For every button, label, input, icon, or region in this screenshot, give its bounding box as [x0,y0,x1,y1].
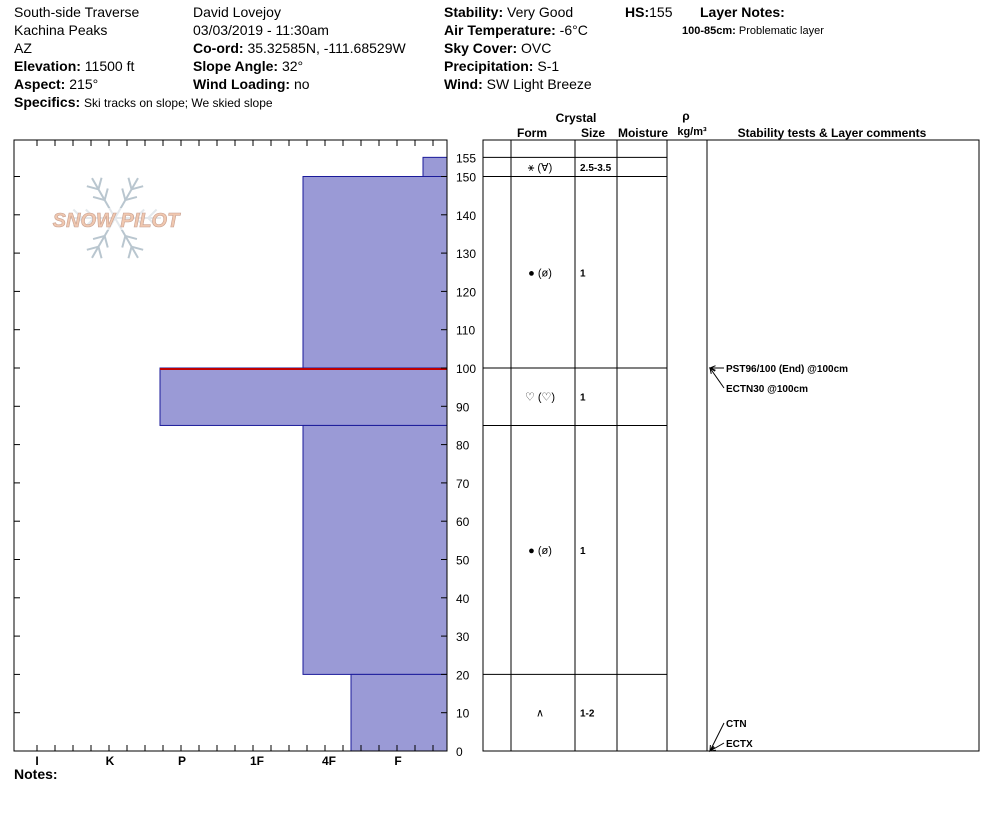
height-tick-label: 70 [456,476,470,491]
logo-flake-branch [122,188,125,200]
height-tick-label: 110 [456,323,476,338]
state-name: AZ [14,40,32,56]
location-name: South-side Traverse [14,4,140,20]
height-tick-label: 155 [456,151,477,166]
hardness-layer-bar [303,177,447,369]
slope-value: 32° [281,58,304,74]
hardness-tick-label: K [105,754,115,768]
elevation-value: 11500 ft [84,58,135,74]
stability-test-label: CTN [726,719,747,730]
crystal-form-symbol: ● (ø) [528,267,552,280]
wind-loading-label: Wind Loading: [193,76,291,92]
wind-value: SW Light Breeze [486,76,592,92]
logo-flake-branch [128,178,131,190]
logo-flake-branch [98,178,101,190]
hardness-tick-label: 1F [249,754,265,768]
height-tick-label: 120 [456,285,477,300]
density-symbol-header: ρ [682,109,690,123]
moisture-header: Moisture [617,126,669,140]
layer-notes-label: Layer Notes: [700,4,785,20]
logo-flake-branch [105,236,108,248]
crystal-form-symbol: ∧ [535,707,545,720]
crystal-form-symbol: ♡ (♡) [524,391,556,404]
height-tick-label: 130 [456,247,477,262]
air-temp-label: Air Temperature: [444,22,556,38]
observation-datetime: 03/03/2019 - 11:30am [193,22,329,38]
height-tick-label: 140 [456,208,477,223]
aspect-label: Aspect: [14,76,66,92]
height-tick-label: 100 [456,362,477,376]
logo-flake-branch [105,188,108,200]
logo-flake-branch [98,247,101,259]
hardness-layer-bar [160,368,447,425]
size-header: Size [580,126,606,140]
crystal-size-value: 1 [580,268,586,280]
coord-value: 35.32585N, -111.68529W [247,40,406,56]
layer-table-frame [483,140,979,751]
aspect-value: 215° [69,76,99,92]
air-temp-value: -6°C [559,22,588,38]
hs-label: HS: [625,4,650,20]
wind-loading-value: no [293,76,310,92]
hardness-layer-bar [423,157,447,176]
logo-text: SNOW PILOT [52,210,180,232]
stability-value: Very Good [507,4,574,20]
stability-test-label: ECTX [726,739,753,750]
form-header: Form [517,126,547,140]
stability-test-label: PST96/100 (End) @100cm [726,364,849,375]
slope-label: Slope Angle: [193,58,279,74]
hardness-layer-bar [303,425,447,674]
height-tick-label: 0 [456,745,463,759]
comments-header: Stability tests & Layer comments [737,126,927,140]
layer-note-range: 100-85cm: [682,25,736,37]
precip-value: S-1 [537,58,560,74]
hardness-tick-label: I [35,754,39,768]
hardness-tick-label: F [394,754,402,768]
hardness-tick-label: P [177,754,187,768]
density-unit-header: kg/m³ [677,126,707,138]
range-name: Kachina Peaks [14,22,108,38]
logo-flake-branch [128,247,131,259]
sky-cover-value: OVC [521,40,552,56]
observer-name: David Lovejoy [193,4,281,20]
height-tick-label: 150 [456,170,477,185]
crystal-form-symbol: ⚹ (∀) [527,161,553,174]
specifics-label: Specifics: [14,94,81,110]
height-tick-label: 40 [456,591,470,606]
crystal-size-value: 1 [580,392,586,404]
hs-value: 155 [649,4,673,20]
crystal-form-symbol: ● (ø) [528,544,552,557]
crystal-size-value: 1-2 [580,708,595,720]
height-tick-label: 60 [456,515,470,530]
height-tick-label: 90 [456,400,470,415]
sky-cover-label: Sky Cover: [444,40,518,56]
height-tick-label: 10 [456,706,470,721]
height-tick-label: 50 [456,553,470,568]
logo-flake-branch [122,236,125,248]
crystal-size-value: 2.5-3.5 [580,162,612,174]
notes-label: Notes: [14,766,58,782]
stability-test-label: ECTN30 @100cm [726,384,809,395]
layer-note-text: Problematic layer [738,25,824,37]
elevation-label: Elevation: [14,58,81,74]
crystal-header: Crystal [555,111,597,125]
crystal-size-value: 1 [580,545,586,557]
height-tick-label: 30 [456,630,470,645]
precip-label: Precipitation: [444,58,534,74]
hardness-layer-bar [351,674,447,751]
height-tick-label: 80 [456,438,470,453]
hardness-tick-label: 4F [321,754,337,768]
height-tick-label: 20 [456,668,470,683]
coord-label: Co-ord: [193,40,244,56]
wind-label: Wind: [444,76,483,92]
stability-label: Stability: [444,4,504,20]
stability-test-pointer [710,368,724,388]
specifics-value: Ski tracks on slope; We skied slope [84,96,273,110]
